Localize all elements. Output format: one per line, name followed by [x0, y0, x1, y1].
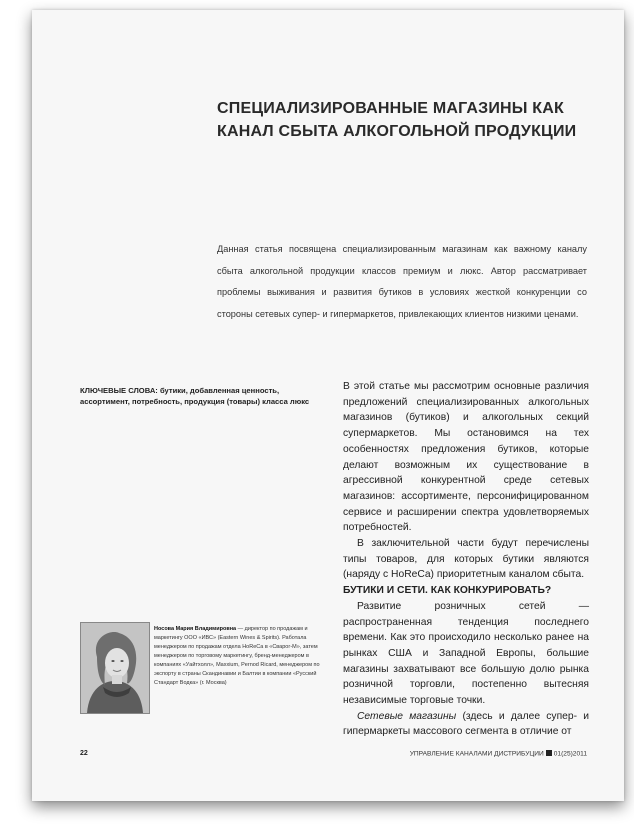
author-photo: [80, 622, 150, 714]
author-portrait-image: [81, 623, 149, 713]
title-line-2: КАНАЛ СБЫТА АЛКОГОЛЬНОЙ ПРОДУКЦИИ: [217, 123, 577, 140]
section-paragraph-2: [343, 709, 589, 740]
section-paragraph-1: Развитие розничных сетей — распространенная тенденция последнего времени. Как это происходило несколько ранее на рынках США и Западной Европы, большие магазины захватывают все большую долю рынка розничной торговли, постепенно вытесняя независимые торговые точки.: [343, 600, 589, 707]
intro-paragraph-2: В заключительной части будут перечислены типы товаров, для которых бутики являются (наряду с HoReCa) приоритетным каналом сбыта.: [343, 538, 589, 581]
section-paragraph-2-italic: Сетевые магазины: [357, 710, 457, 722]
issue-number: 01(25)2011: [553, 750, 587, 758]
author-bio: [154, 625, 326, 688]
journal-name: УПРАВЛЕНИЕ КАНАЛАМИ ДИСТРИБУЦИИ: [409, 750, 544, 758]
article-abstract: Данная статья посвящена специализированным магазинам как важному каналу сбыта алкогольной продукции классов премиум и люкс. Автор рассматривает проблемы выживания и развития бутиков в условиях жесткой конкуренции со стороны сетевых супер- и гипермаркетов, привлекающих клиентов низкими ценами.: [217, 244, 587, 319]
square-bullet-icon: [546, 750, 552, 756]
magazine-page: [32, 10, 624, 801]
keywords: [80, 385, 320, 407]
keywords-text: бутики, добавленная ценность, ассортимент, потребность, продукция (товары) класса люкс: [80, 386, 310, 406]
journal-footer: [410, 750, 587, 758]
intro-paragraph-1: В этой статье мы рассмотрим основные различия предложений специализированных алкогольных магазинов (бутиков) и алкогольных секций супермаркетов. Мы остановимся на тех особенностях предложения бутиков, которые делают возможным их существование в агрессивной конкурентной среде сетевых магазинов: ассортименте, персонифицированном сервисе и расширении спектра удовлетворяемых потребностей.: [343, 381, 589, 534]
title-line-1: СПЕЦИАЛИЗИРОВАННЫЕ МАГАЗИНЫ КАК: [217, 100, 564, 117]
article-title: [217, 97, 597, 143]
page-number: 22: [80, 750, 88, 757]
author-name: Носова Мария Владимировна: [154, 626, 237, 632]
section-heading: БУТИКИ И СЕТИ. КАК КОНКУРИРОВАТЬ?: [343, 585, 552, 597]
section-paragraph-2-rest: (здесь и далее супер- и гипермаркеты массового сегмента в отличие от: [343, 710, 589, 738]
author-bio-text: — директор по продажам и маркетингу ООО «ИВС» (Eastern Wines & Spirits). Работала менеджером по продажам отдела HoReCa в «Сварог-М», затем менеджером по торговому маркетингу, бренд-менеджером в компаниях «Уайтхолл», Maxxium, Pernod Ricard, менеджером по экспорту в страны Скандинавии и Балтии в компании «Русский Стандарт Водка» (г. Москва): [154, 626, 320, 686]
body-column: [343, 379, 589, 740]
keywords-label: КЛЮЧЕВЫЕ СЛОВА:: [80, 386, 158, 395]
